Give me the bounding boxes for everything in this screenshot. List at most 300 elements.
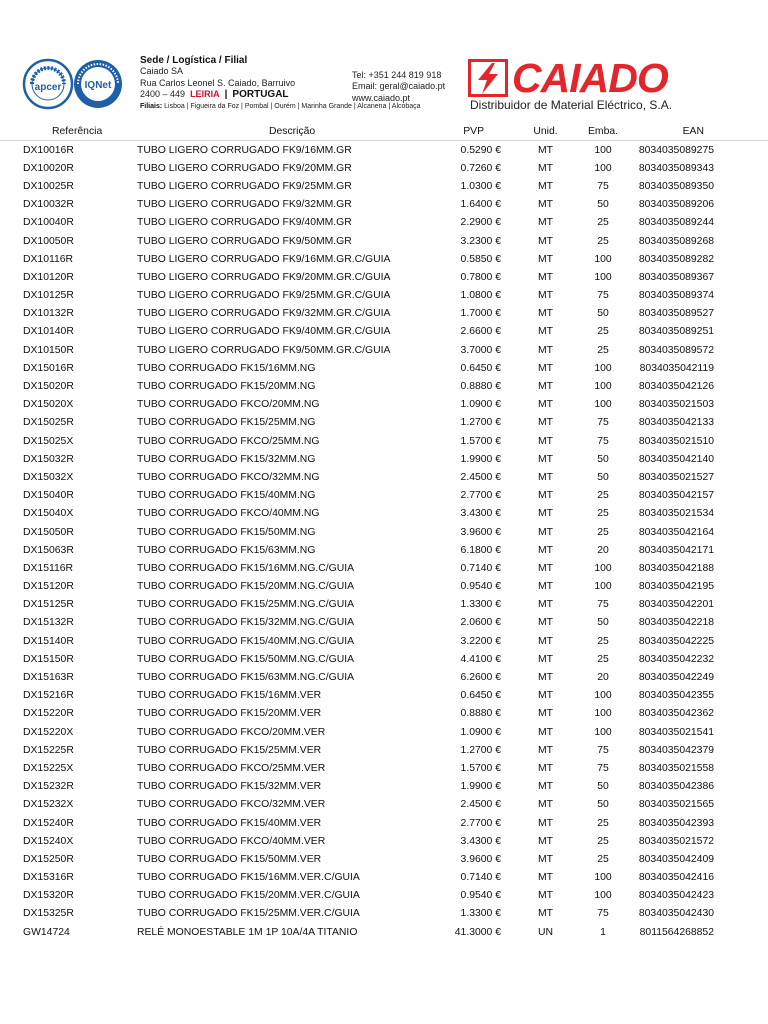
table-row bbox=[0, 905, 768, 923]
table-row bbox=[0, 359, 768, 377]
iqnet-seal-text: IQNet bbox=[84, 80, 112, 91]
table-row bbox=[0, 523, 768, 541]
cell-unit: MT bbox=[537, 762, 553, 774]
table-row bbox=[0, 377, 768, 395]
cell-reference: DX10025R bbox=[23, 180, 74, 192]
cell-ean: 8034035089275 bbox=[638, 144, 714, 156]
cell-reference: DX10132R bbox=[23, 308, 74, 320]
cell-package: 75 bbox=[597, 180, 609, 192]
cell-package: 100 bbox=[594, 399, 612, 411]
cell-price: 0.7260 € bbox=[460, 162, 501, 174]
cell-price: 0.6450 € bbox=[460, 690, 501, 702]
cell-package: 75 bbox=[597, 744, 609, 756]
company-heading: Sede / Logística / Filial bbox=[140, 55, 248, 66]
cell-ean: 8034035042171 bbox=[638, 544, 714, 556]
cell-package: 75 bbox=[597, 908, 609, 920]
cell-reference: DX15116R bbox=[23, 562, 74, 574]
cell-ean: 8034035021558 bbox=[638, 762, 714, 774]
cell-package: 50 bbox=[597, 799, 609, 811]
cell-reference: DX15240R bbox=[23, 817, 74, 829]
cell-package: 75 bbox=[597, 290, 609, 302]
cell-price: 1.9900 € bbox=[460, 453, 501, 465]
cell-ean: 8034035042409 bbox=[638, 853, 714, 865]
cell-unit: MT bbox=[537, 217, 553, 229]
cell-ean: 8034035089268 bbox=[638, 235, 714, 247]
cell-unit: MT bbox=[537, 417, 553, 429]
cell-price: 1.9900 € bbox=[460, 781, 501, 793]
cell-package: 100 bbox=[594, 253, 612, 265]
cell-package: 100 bbox=[594, 144, 612, 156]
cell-reference: DX15020R bbox=[23, 381, 74, 393]
cell-description: TUBO LIGERO CORRUGADO FK9/16MM.GR.C/GUIA bbox=[137, 253, 391, 265]
cell-description: RELÉ MONOESTABLE 1M 1P 10A/4A TITANIO bbox=[137, 926, 358, 938]
cell-unit: MT bbox=[537, 672, 553, 684]
cell-ean: 8034035089572 bbox=[638, 344, 714, 356]
cell-unit: MT bbox=[537, 453, 553, 465]
cell-description: TUBO CORRUGADO FK15/32MM.NG.C/GUIA bbox=[137, 617, 355, 629]
cell-ean: 8034035089374 bbox=[638, 290, 714, 302]
cell-price: 1.2700 € bbox=[460, 417, 501, 429]
table-row bbox=[0, 232, 768, 250]
cell-ean: 8034035042362 bbox=[638, 708, 714, 720]
cell-package: 100 bbox=[594, 872, 612, 884]
cell-price: 41.3000 € bbox=[454, 926, 501, 938]
cell-reference: DX15063R bbox=[23, 544, 74, 556]
cell-reference: DX15025X bbox=[23, 435, 74, 447]
cell-description: TUBO CORRUGADO FK15/32MM.NG bbox=[137, 453, 316, 465]
cell-ean: 8034035021541 bbox=[638, 726, 714, 738]
column-header-package: Emba. bbox=[577, 122, 629, 141]
cell-description: TUBO CORRUGADO FK15/25MM.VER bbox=[137, 744, 322, 756]
cell-ean: 8034035042126 bbox=[638, 381, 714, 393]
cell-reference: DX15232X bbox=[23, 799, 74, 811]
cell-ean: 8034035042386 bbox=[638, 781, 714, 793]
cell-ean: 8034035089282 bbox=[638, 253, 714, 265]
cell-description: TUBO CORRUGADO FK15/32MM.VER bbox=[137, 781, 322, 793]
cell-price: 3.2300 € bbox=[460, 235, 501, 247]
table-row bbox=[0, 814, 768, 832]
table-row bbox=[0, 759, 768, 777]
table-row bbox=[0, 214, 768, 232]
contact-website[interactable]: www.caiado.pt bbox=[352, 92, 411, 103]
cell-reference: DX10050R bbox=[23, 235, 74, 247]
table-row bbox=[0, 559, 768, 577]
cell-unit: MT bbox=[537, 290, 553, 302]
cell-package: 25 bbox=[597, 490, 609, 502]
table-row bbox=[0, 778, 768, 796]
company-postcode: 2400 – 449 bbox=[140, 89, 186, 100]
cell-description: TUBO CORRUGADO FKCO/20MM.NG bbox=[137, 399, 320, 411]
cell-unit: MT bbox=[537, 344, 553, 356]
cell-package: 50 bbox=[597, 453, 609, 465]
cell-description: TUBO CORRUGADO FK15/50MM.NG bbox=[137, 526, 316, 538]
cell-reference: DX15040R bbox=[23, 490, 74, 502]
table-row bbox=[0, 869, 768, 887]
cell-price: 1.7000 € bbox=[460, 308, 501, 320]
cell-package: 50 bbox=[597, 308, 609, 320]
table-row bbox=[0, 796, 768, 814]
cell-package: 100 bbox=[594, 562, 612, 574]
cell-reference: DX15316R bbox=[23, 872, 74, 884]
cell-reference: DX15325R bbox=[23, 908, 74, 920]
cell-package: 100 bbox=[594, 271, 612, 283]
table-row bbox=[0, 596, 768, 614]
cell-reference: DX15032R bbox=[23, 453, 74, 465]
cell-ean: 8034035089206 bbox=[638, 199, 714, 211]
cell-price: 0.9540 € bbox=[460, 581, 501, 593]
cell-ean: 8034035042140 bbox=[638, 453, 714, 465]
column-header-reference: Referência bbox=[0, 122, 112, 141]
column-header-unit: Unid. bbox=[514, 122, 577, 141]
cell-unit: MT bbox=[537, 235, 553, 247]
cell-unit: MT bbox=[537, 162, 553, 174]
cell-reference: DX15020X bbox=[23, 399, 74, 411]
cell-ean: 8034035089527 bbox=[638, 308, 714, 320]
cell-unit: MT bbox=[537, 544, 553, 556]
cell-reference: DX15150R bbox=[23, 653, 74, 665]
table-row bbox=[0, 341, 768, 359]
cell-unit: UN bbox=[537, 926, 553, 938]
cell-unit: MT bbox=[537, 271, 553, 283]
cell-unit: MT bbox=[537, 872, 553, 884]
cell-price: 0.5290 € bbox=[460, 144, 501, 156]
cell-price: 0.8880 € bbox=[460, 708, 501, 720]
cell-price: 3.4300 € bbox=[460, 835, 501, 847]
cell-ean: 8034035042119 bbox=[639, 362, 714, 374]
cell-unit: MT bbox=[537, 599, 553, 611]
cell-unit: MT bbox=[537, 199, 553, 211]
table-row bbox=[0, 578, 768, 596]
cell-unit: MT bbox=[537, 562, 553, 574]
cell-price: 1.0300 € bbox=[460, 180, 501, 192]
cell-description: TUBO CORRUGADO FK15/16MM.VER.C/GUIA bbox=[137, 872, 360, 884]
cell-description: TUBO CORRUGADO FK15/50MM.NG.C/GUIA bbox=[137, 653, 355, 665]
cell-unit: MT bbox=[537, 635, 553, 647]
cell-description: TUBO CORRUGADO FK15/16MM.VER bbox=[137, 690, 322, 702]
cell-description: TUBO CORRUGADO FK15/25MM.VER.C/GUIA bbox=[137, 908, 360, 920]
cell-reference: DX15320R bbox=[23, 890, 74, 902]
cell-description: TUBO CORRUGADO FK15/25MM.NG.C/GUIA bbox=[137, 599, 355, 611]
cell-package: 25 bbox=[597, 635, 609, 647]
cell-reference: DX15016R bbox=[23, 362, 74, 374]
cell-price: 6.1800 € bbox=[460, 544, 501, 556]
cell-reference: DX15132R bbox=[23, 617, 74, 629]
cell-price: 2.7700 € bbox=[460, 817, 501, 829]
table-row bbox=[0, 614, 768, 632]
table-row bbox=[0, 432, 768, 450]
cell-price: 1.2700 € bbox=[460, 744, 501, 756]
table-row bbox=[0, 159, 768, 177]
cell-unit: MT bbox=[537, 817, 553, 829]
cell-ean: 8034035042379 bbox=[638, 744, 714, 756]
cell-price: 3.9600 € bbox=[460, 853, 501, 865]
cell-price: 1.0900 € bbox=[460, 399, 501, 411]
cell-unit: MT bbox=[537, 180, 553, 192]
brand-logo bbox=[468, 57, 708, 117]
table-row bbox=[0, 250, 768, 268]
cell-reference: DX15120R bbox=[23, 581, 74, 593]
cell-description: TUBO LIGERO CORRUGADO FK9/40MM.GR bbox=[137, 217, 352, 229]
cell-package: 100 bbox=[594, 381, 612, 393]
cell-unit: MT bbox=[537, 653, 553, 665]
table-row bbox=[0, 505, 768, 523]
cell-description: TUBO CORRUGADO FK15/25MM.NG bbox=[137, 417, 316, 429]
cell-description: TUBO CORRUGADO FKCO/40MM.VER bbox=[137, 835, 326, 847]
cell-package: 100 bbox=[594, 890, 612, 902]
lightning-bolt-icon bbox=[468, 59, 508, 97]
cell-package: 25 bbox=[597, 508, 609, 520]
cell-price: 1.6400 € bbox=[460, 199, 501, 211]
cell-unit: MT bbox=[537, 326, 553, 338]
table-row bbox=[0, 305, 768, 323]
cell-ean: 8034035021527 bbox=[638, 471, 714, 483]
cell-ean: 8034035042249 bbox=[638, 672, 714, 684]
cell-ean: 8034035089350 bbox=[638, 180, 714, 192]
cell-price: 1.0800 € bbox=[460, 290, 501, 302]
cell-unit: MT bbox=[537, 144, 553, 156]
cell-description: TUBO CORRUGADO FK15/40MM.NG.C/GUIA bbox=[137, 635, 355, 647]
table-row bbox=[0, 323, 768, 341]
brand-tagline: Distribuidor de Material Eléctrico, S.A. bbox=[470, 98, 673, 112]
cell-ean: 8034035042416 bbox=[638, 872, 714, 884]
cell-unit: MT bbox=[537, 308, 553, 320]
cell-unit: MT bbox=[537, 908, 553, 920]
company-city: LEIRIA bbox=[190, 89, 220, 100]
company-name: Caiado SA bbox=[140, 66, 184, 77]
cell-reference: DX15232R bbox=[23, 781, 74, 793]
cell-description: TUBO LIGERO CORRUGADO FK9/40MM.GR.C/GUIA bbox=[137, 326, 391, 338]
cell-package: 75 bbox=[597, 599, 609, 611]
cell-description: TUBO CORRUGADO FKCO/40MM.NG bbox=[137, 508, 320, 520]
cell-ean: 8034035042225 bbox=[638, 635, 714, 647]
cell-package: 50 bbox=[597, 199, 609, 211]
cell-reference: DX10032R bbox=[23, 199, 74, 211]
cell-ean: 8034035089343 bbox=[638, 162, 714, 174]
cell-reference: DX10116R bbox=[23, 253, 74, 265]
cell-package: 100 bbox=[594, 726, 612, 738]
cell-package: 50 bbox=[597, 471, 609, 483]
cell-package: 25 bbox=[597, 526, 609, 538]
cell-package: 20 bbox=[597, 544, 609, 556]
table-row bbox=[0, 414, 768, 432]
cell-price: 1.0900 € bbox=[460, 726, 501, 738]
table-row bbox=[0, 741, 768, 759]
cell-reference: DX15216R bbox=[23, 690, 74, 702]
cell-ean: 8034035042218 bbox=[638, 617, 714, 629]
cell-description: TUBO CORRUGADO FKCO/32MM.VER bbox=[137, 799, 326, 811]
cell-package: 25 bbox=[597, 217, 609, 229]
cell-description: TUBO CORRUGADO FK15/20MM.VER.C/GUIA bbox=[137, 890, 360, 902]
company-street: Rua Carlos Leonel S. Caiado, Barruivo bbox=[140, 77, 296, 88]
cell-ean: 8034035042188 bbox=[638, 562, 714, 574]
cell-unit: MT bbox=[537, 526, 553, 538]
cell-ean: 8034035089244 bbox=[638, 217, 714, 229]
cell-price: 3.9600 € bbox=[460, 526, 501, 538]
cell-package: 75 bbox=[597, 435, 609, 447]
cell-description: TUBO LIGERO CORRUGADO FK9/50MM.GR bbox=[137, 235, 352, 247]
cell-unit: MT bbox=[537, 399, 553, 411]
price-list bbox=[0, 122, 768, 941]
table-row bbox=[0, 468, 768, 486]
branches-list: Lisboa | Figueira da Foz | Pombal | Ourém | Marinha Grande | Alcanena | Alcobaça bbox=[164, 102, 421, 110]
cell-price: 4.4100 € bbox=[460, 653, 501, 665]
cell-package: 100 bbox=[594, 362, 612, 374]
contact-email[interactable]: Email: geral@caiado.pt bbox=[352, 81, 446, 92]
cell-package: 100 bbox=[594, 581, 612, 593]
cell-reference: DX15163R bbox=[23, 672, 74, 684]
cell-description: TUBO CORRUGADO FK15/50MM.VER bbox=[137, 853, 322, 865]
cell-price: 1.5700 € bbox=[460, 435, 501, 447]
cell-unit: MT bbox=[537, 835, 553, 847]
branches-label: Filiais: bbox=[140, 102, 163, 110]
cell-description: TUBO CORRUGADO FKCO/32MM.NG bbox=[137, 471, 320, 483]
cell-package: 25 bbox=[597, 326, 609, 338]
cell-unit: MT bbox=[537, 490, 553, 502]
cell-ean: 8034035042157 bbox=[638, 490, 714, 502]
page-header bbox=[0, 0, 768, 120]
cell-ean: 8034035042430 bbox=[638, 908, 714, 920]
cell-description: TUBO CORRUGADO FK15/40MM.NG bbox=[137, 490, 316, 502]
table-row bbox=[0, 850, 768, 868]
cell-unit: MT bbox=[537, 508, 553, 520]
cell-package: 100 bbox=[594, 162, 612, 174]
cell-ean: 8034035042355 bbox=[638, 690, 714, 702]
table-row bbox=[0, 887, 768, 905]
cell-reference: DX10020R bbox=[23, 162, 74, 174]
cell-reference: DX15240X bbox=[23, 835, 74, 847]
table-header-row bbox=[0, 122, 768, 141]
cell-reference: DX15225X bbox=[23, 762, 74, 774]
cell-reference: DX15125R bbox=[23, 599, 74, 611]
table-row bbox=[0, 141, 768, 160]
cell-price: 0.8880 € bbox=[460, 381, 501, 393]
cell-unit: MT bbox=[537, 471, 553, 483]
cell-unit: MT bbox=[537, 362, 553, 374]
cell-reference: DX10140R bbox=[23, 326, 74, 338]
brand-name: CAIADO bbox=[512, 55, 668, 101]
cell-price: 0.5850 € bbox=[460, 253, 501, 265]
cell-package: 25 bbox=[597, 817, 609, 829]
table-row bbox=[0, 487, 768, 505]
cell-description: TUBO LIGERO CORRUGADO FK9/16MM.GR bbox=[137, 144, 352, 156]
cell-ean: 8034035089251 bbox=[638, 326, 714, 338]
cell-description: TUBO CORRUGADO FK15/16MM.NG bbox=[137, 362, 316, 374]
cell-ean: 8034035089367 bbox=[638, 271, 714, 283]
cell-reference: DX15225R bbox=[23, 744, 74, 756]
cell-unit: MT bbox=[537, 726, 553, 738]
cell-reference: DX15140R bbox=[23, 635, 74, 647]
table-row bbox=[0, 177, 768, 195]
cell-price: 3.7000 € bbox=[460, 344, 501, 356]
table-row bbox=[0, 723, 768, 741]
cell-package: 25 bbox=[597, 235, 609, 247]
price-table bbox=[0, 122, 768, 941]
column-header-description: Descrição bbox=[112, 122, 402, 141]
cell-price: 3.2200 € bbox=[460, 635, 501, 647]
cell-price: 1.3300 € bbox=[460, 599, 501, 611]
cell-description: TUBO LIGERO CORRUGADO FK9/32MM.GR.C/GUIA bbox=[137, 308, 391, 320]
table-row bbox=[0, 287, 768, 305]
cell-unit: MT bbox=[537, 890, 553, 902]
cell-description: TUBO CORRUGADO FK15/20MM.NG bbox=[137, 381, 316, 393]
cell-price: 2.6600 € bbox=[460, 326, 501, 338]
column-header-ean: EAN bbox=[629, 122, 768, 141]
cell-unit: MT bbox=[537, 253, 553, 265]
cell-reference: DX10040R bbox=[23, 217, 74, 229]
cell-ean: 8034035042195 bbox=[638, 581, 714, 593]
cell-reference: DX15032X bbox=[23, 471, 74, 483]
cell-reference: DX15220X bbox=[23, 726, 74, 738]
cell-reference: DX15250R bbox=[23, 853, 74, 865]
table-row bbox=[0, 650, 768, 668]
cell-reference: DX10120R bbox=[23, 271, 74, 283]
cell-price: 0.6450 € bbox=[460, 362, 501, 374]
cell-ean: 8034035042164 bbox=[638, 526, 714, 538]
cell-package: 50 bbox=[597, 617, 609, 629]
cell-package: 20 bbox=[597, 672, 609, 684]
cell-description: TUBO LIGERO CORRUGADO FK9/25MM.GR.C/GUIA bbox=[137, 290, 391, 302]
table-row bbox=[0, 832, 768, 850]
cell-price: 0.7800 € bbox=[460, 271, 501, 283]
cell-description: TUBO CORRUGADO FK15/16MM.NG.C/GUIA bbox=[137, 562, 355, 574]
cell-price: 0.7140 € bbox=[460, 562, 501, 574]
cell-description: TUBO LIGERO CORRUGADO FK9/25MM.GR bbox=[137, 180, 352, 192]
cell-ean: 8034035042423 bbox=[638, 890, 714, 902]
cell-description: TUBO CORRUGADO FKCO/20MM.VER bbox=[137, 726, 326, 738]
cell-package: 75 bbox=[597, 762, 609, 774]
cell-price: 1.3300 € bbox=[460, 908, 501, 920]
cell-unit: MT bbox=[537, 690, 553, 702]
table-row bbox=[0, 705, 768, 723]
cell-description: TUBO CORRUGADO FKCO/25MM.VER bbox=[137, 762, 326, 774]
table-row bbox=[0, 396, 768, 414]
cell-ean: 8034035042232 bbox=[638, 653, 714, 665]
cell-unit: MT bbox=[537, 435, 553, 447]
cell-reference: DX15040X bbox=[23, 508, 74, 520]
table-row bbox=[0, 668, 768, 686]
cell-reference: DX10125R bbox=[23, 290, 74, 302]
cell-unit: MT bbox=[537, 708, 553, 720]
cell-description: TUBO CORRUGADO FK15/40MM.VER bbox=[137, 817, 322, 829]
cell-package: 25 bbox=[597, 344, 609, 356]
company-country: PORTUGAL bbox=[232, 89, 289, 101]
apcer-certification-seal bbox=[22, 58, 74, 110]
cell-description: TUBO CORRUGADO FK15/20MM.NG.C/GUIA bbox=[137, 581, 355, 593]
table-row bbox=[0, 268, 768, 286]
cell-description: TUBO LIGERO CORRUGADO FK9/32MM.GR bbox=[137, 199, 352, 211]
cell-description: TUBO LIGERO CORRUGADO FK9/20MM.GR bbox=[137, 162, 352, 174]
cell-description: TUBO CORRUGADO FK15/20MM.VER bbox=[137, 708, 322, 720]
table-row bbox=[0, 196, 768, 214]
cell-ean: 8034035042133 bbox=[638, 417, 714, 429]
cell-package: 25 bbox=[597, 853, 609, 865]
iqnet-certification-seal bbox=[72, 58, 124, 110]
cell-package: 100 bbox=[594, 690, 612, 702]
table-row bbox=[0, 923, 768, 941]
cell-unit: MT bbox=[537, 781, 553, 793]
cell-description: TUBO LIGERO CORRUGADO FK9/20MM.GR.C/GUIA bbox=[137, 271, 391, 283]
cell-unit: MT bbox=[537, 381, 553, 393]
company-separator: | bbox=[224, 89, 228, 101]
cell-unit: MT bbox=[537, 617, 553, 629]
cell-description: TUBO CORRUGADO FKCO/25MM.NG bbox=[137, 435, 320, 447]
cell-price: 2.2900 € bbox=[460, 217, 501, 229]
cell-ean: 8034035021572 bbox=[638, 835, 714, 847]
cell-package: 75 bbox=[597, 417, 609, 429]
cell-unit: MT bbox=[537, 799, 553, 811]
cell-description: TUBO LIGERO CORRUGADO FK9/50MM.GR.C/GUIA bbox=[137, 344, 391, 356]
table-row bbox=[0, 541, 768, 559]
